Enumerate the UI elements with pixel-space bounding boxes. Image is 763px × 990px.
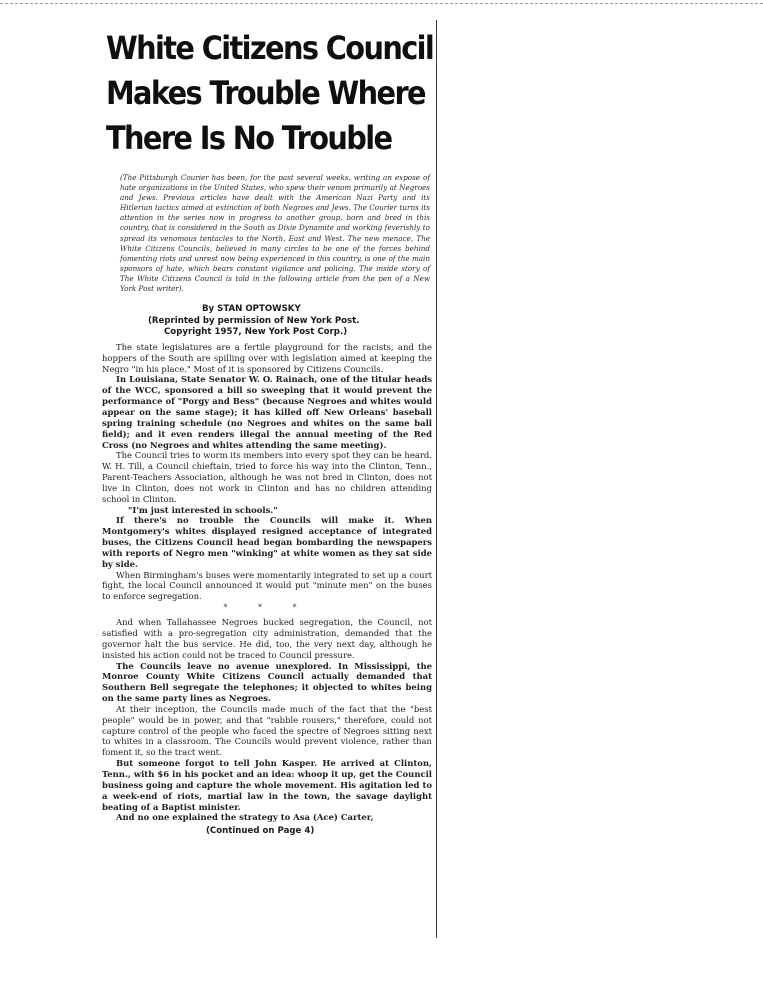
paragraph: If there's no trouble the Councils will make it. When Montgomery's whites displayed resigned acceptance of integrated buses, the Citizens Council head began bombarding the newspapers with reports of Negro men "winking" at white women as they sat side by side. — [102, 515, 432, 569]
headline-line-3: There Is No Trouble — [106, 119, 392, 157]
section-separator: * * * — [223, 603, 311, 613]
editor-intro: (The Pittsburgh Courier has been, for the past several weeks, writing an expose of hate organizations in the United States, who spew their venom primarily at Negroes and Jews. Previous articles have dealt with the American Nazi Party and its Hitlerian tactics aimed at extinction of both Negroes and Jews. The Courier turns its attention in the series now in progress to another group, born and bred in this country, that is considered in the South as Dixie Dynamite and working feverishly to spread its venomous tentacles to the North, East and West. The new menace, The White Citizens Councils, believed in many circles to be one of the forces behind fomenting riots and unrest now being experienced in this country, is one of the main sponsors of hate, which bears constant vigilance and policing. The inside story of The White Citizens Council is told in the following article from the pen of a New York Post writer). — [120, 173, 430, 294]
headline-line-2: Makes Trouble Where — [106, 74, 425, 112]
continued-notice: (Continued on Page 4) — [206, 826, 315, 837]
byline-copyright: Copyright 1957, New York Post Corp.) — [164, 327, 348, 338]
newspaper-clipping — [98, 20, 437, 938]
paragraph: The Council tries to worm its members into every spot they can be heard. W. H. Till, a Council chieftain, tried to force his way into the Clinton, Tenn., Parent-Teachers Association, although he was not bred in Clinton, does not live in Clinton, does not work in Clinton and has no children attending school in Clinton. — [102, 450, 432, 504]
byline-reprint: (Reprinted by permission of New York Post. — [148, 315, 360, 326]
headline — [106, 26, 434, 161]
paragraph: But someone forgot to tell John Kasper. He arrived at Clinton, Tenn., with $6 in his pocket and an idea: whoop it up, get the Council business going and capture the whole movement. His agitation led to a week-end of riots, martial law in the town, the savage daylight beating of a Baptist minister. — [102, 758, 432, 812]
paragraph: And when Tallahassee Negroes bucked segregation, the Council, not satisfied with a pro-segregation city administration, demanded that the governor halt the bus service. He did, too, the very next day, although he insisted his action could not be traced to Council pressure. — [102, 617, 432, 660]
scan-top-edge — [0, 3, 763, 4]
byline — [146, 304, 426, 339]
paragraph: And no one explained the strategy to Asa (Ace) Carter, — [116, 812, 374, 823]
paragraph: The state legislatures are a fertile playground for the racists, and the hoppers of the South are spilling over with legislation aimed at keeping the Negro "in his place." Most of it is sponsored by Citizens Councils. — [102, 341, 432, 374]
article-body — [102, 342, 432, 823]
paragraph: At their inception, the Councils made much of the fact that the "best people" would be in power, and that "rabble rousers," therefore, could not capture control of the people who faced the spectre of Negroes sitting next to whites in a classroom. The Councils would prevent violence, rather than foment it, so the tract went. — [102, 703, 432, 758]
paragraph: The Councils leave no avenue unexplored. In Mississippi, the Monroe County White Citizens Council actually demanded that Southern Bell segregate the telephones; it objected to whites being on the same party lines as Negroes. — [102, 660, 432, 704]
paragraph: When Birmingham's buses were momentarily integrated to set up a court fight, the local Council announced it would put "minute men" on the buses to enforce segregation. — [102, 569, 432, 602]
paragraph-quote: "I'm just interested in schools." — [128, 504, 278, 515]
headline-line-1: White Citizens Council — [106, 29, 434, 67]
byline-author: By STAN OPTOWSKY — [202, 304, 301, 315]
paragraph: In Louisiana, State Senator W. O. Rainach, one of the titular heads of the WCC, sponsored a bill so sweeping that it would prevent the performance of "Porgy and Bess" (because Negroes and whites would appear on the same stage); it has killed off New Orleans' baseball spring training schedule (no Negroes and whites on the same ball field); and it even renders illegal the annual meeting of the Red Cross (no Negroes and whites attending the same meeting). — [102, 374, 432, 450]
